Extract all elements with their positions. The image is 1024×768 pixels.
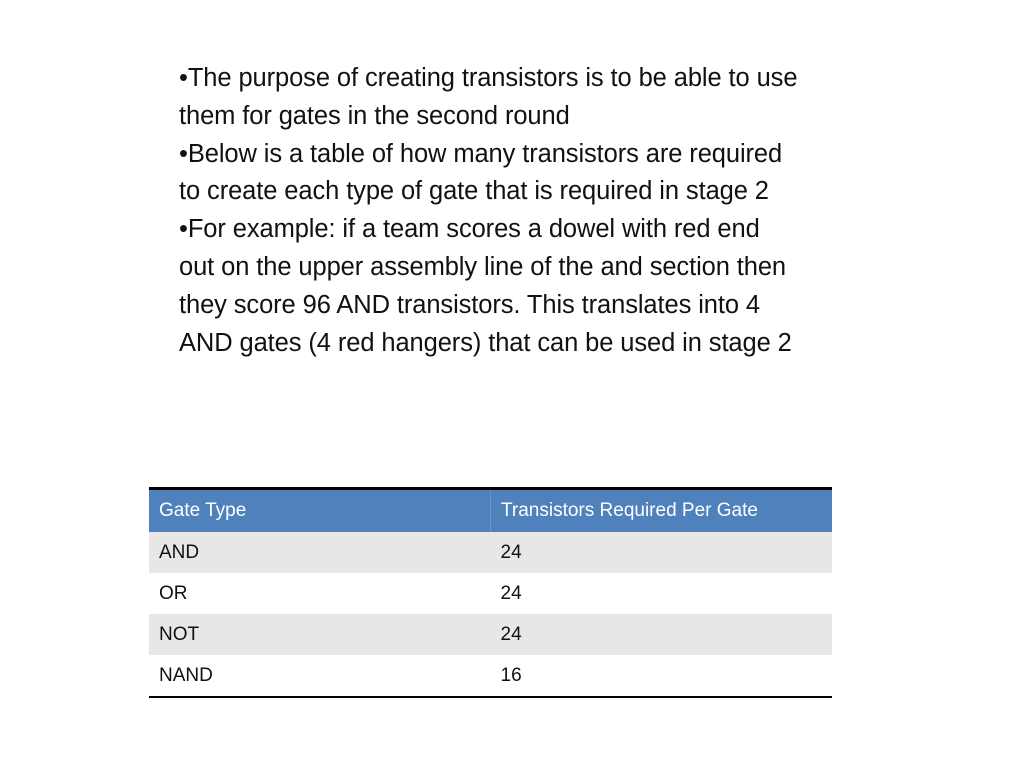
gate-type-cell: NOT: [149, 614, 491, 655]
gate-type-cell: AND: [149, 532, 491, 573]
bullet-list: [179, 60, 799, 362]
transistor-count-cell: 24: [491, 573, 833, 614]
bullet-text: The purpose of creating transistors is to be able to use them for gates in the second round: [179, 64, 798, 130]
gate-type-cell: NAND: [149, 655, 491, 697]
table-header-row: [149, 489, 832, 533]
gate-type-cell: OR: [149, 573, 491, 614]
column-header-transistors: Transistors Required Per Gate: [491, 489, 833, 533]
bullet-symbol: •: [179, 139, 188, 168]
bullet-item: [179, 136, 799, 212]
table-row: [149, 655, 832, 697]
transistor-count-cell: 16: [491, 655, 833, 697]
transistor-count-cell: 24: [491, 532, 833, 573]
table-row: [149, 573, 832, 614]
bullet-symbol: •: [179, 64, 188, 92]
bullet-symbol: •: [179, 215, 188, 244]
gate-transistor-table: [149, 487, 832, 698]
bullet-item: [179, 211, 799, 362]
bullet-item: [179, 60, 799, 136]
table-row: [149, 614, 832, 655]
bullet-text: Below is a table of how many transistors are required to create each type of gate that is required in stage 2: [179, 139, 783, 206]
column-header-gate-type: Gate Type: [149, 489, 491, 533]
table-row: [149, 532, 832, 573]
bullet-text: For example: if a team scores a dowel with red end out on the upper assembly line of the and section then they score 96 AND transistors. This translates into 4 AND gates (4 red hangers) that can be used in stage 2: [179, 215, 792, 357]
transistor-count-cell: 24: [491, 614, 833, 655]
